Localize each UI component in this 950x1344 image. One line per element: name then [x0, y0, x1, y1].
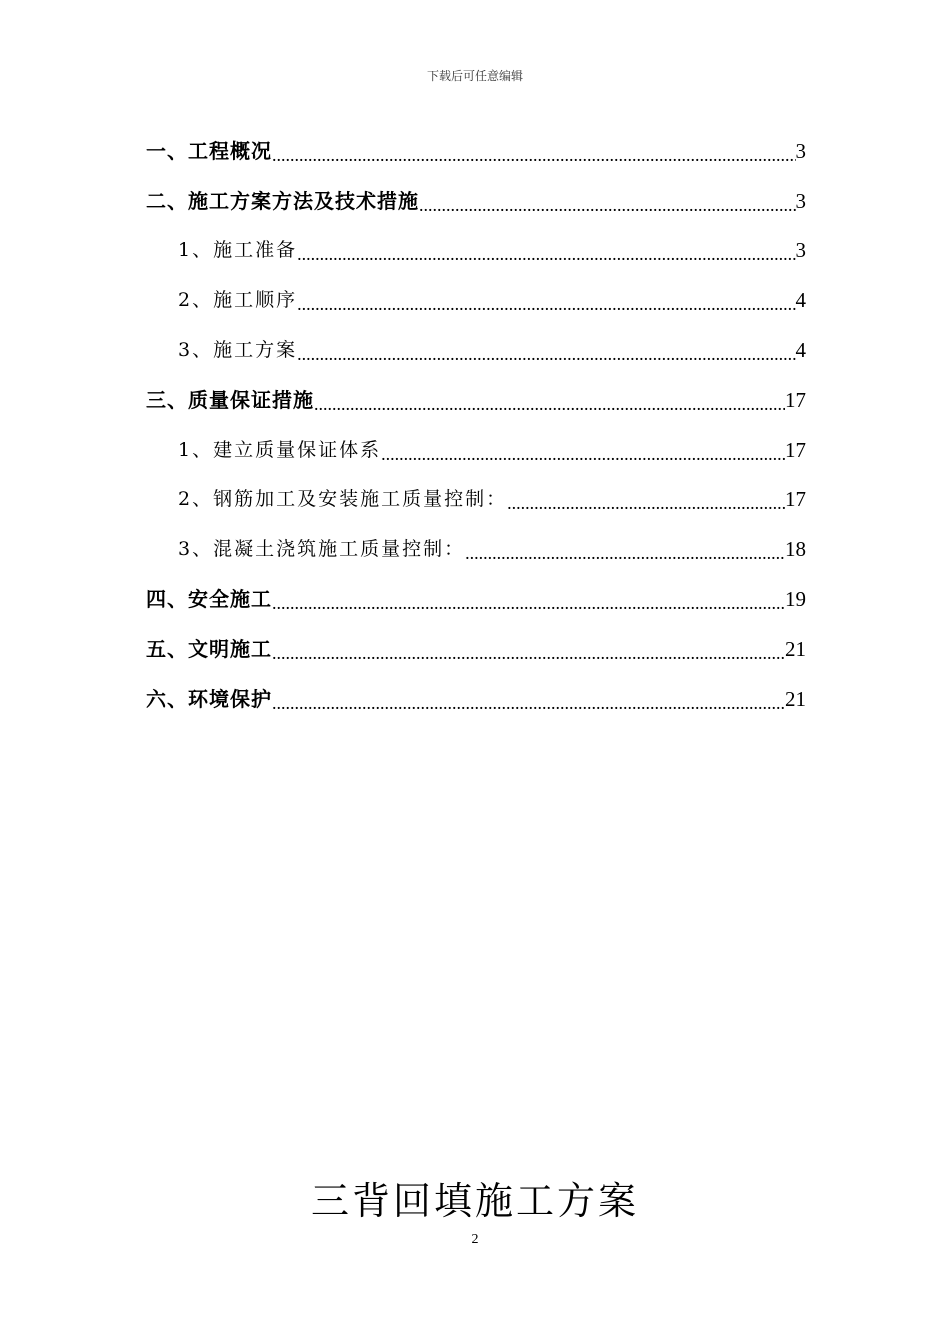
document-title: 三背回填施工方案 — [310, 1179, 639, 1223]
toc-leader — [272, 685, 785, 713]
toc-entry[interactable] — [146, 685, 806, 713]
toc-entry-label: 六、环境保护 — [146, 687, 272, 711]
page-header: 下载后可任意编辑 — [426, 69, 523, 83]
toc-leader — [297, 336, 795, 364]
page-number: 2 — [471, 1232, 479, 1247]
toc-entry-label: 五、文明施工 — [146, 637, 272, 661]
toc-entry-page: 4 — [795, 338, 806, 362]
toc-entry-label: 三、质量保证措施 — [146, 388, 314, 412]
toc-entry-page: 21 — [785, 687, 806, 711]
toc-entry[interactable] — [146, 585, 806, 613]
toc-entry-page: 19 — [785, 587, 806, 611]
toc-leader — [419, 187, 796, 215]
toc-entry-page: 3 — [795, 139, 806, 163]
toc-entry[interactable] — [178, 436, 806, 464]
toc-entry[interactable] — [146, 386, 806, 414]
toc-leader — [297, 236, 795, 264]
toc-entry-label: 一、工程概况 — [146, 139, 272, 163]
toc-entry-page: 17 — [785, 388, 806, 412]
toc-entry[interactable] — [146, 137, 806, 165]
toc-entry[interactable] — [178, 336, 806, 364]
toc-entry-label: 1、施工准备 — [178, 239, 298, 261]
toc-entry-page: 17 — [785, 438, 806, 462]
toc-entry-label: 3、混凝土浇筑施工质量控制： — [178, 538, 466, 560]
toc-entry-label: 2、钢筋加工及安装施工质量控制： — [178, 488, 508, 510]
toc-entry-page: 18 — [785, 537, 806, 561]
toc-entry[interactable] — [178, 535, 806, 563]
toc-entry-page: 3 — [795, 189, 806, 213]
toc-leader — [272, 137, 796, 165]
toc-entry-page: 3 — [795, 238, 806, 262]
toc-entry-label: 二、施工方案方法及技术措施 — [146, 189, 419, 213]
toc-entry[interactable] — [178, 236, 806, 264]
toc-leader — [381, 436, 785, 464]
toc-entry[interactable] — [178, 286, 806, 314]
toc-entry-label: 3、施工方案 — [178, 339, 298, 361]
toc-leader — [272, 585, 785, 613]
toc-entry-label: 2、施工顺序 — [178, 289, 298, 311]
toc-entry-page: 17 — [785, 487, 806, 511]
toc-entry[interactable] — [146, 635, 806, 663]
toc-leader — [465, 535, 785, 563]
toc-entry-label: 四、安全施工 — [146, 587, 272, 611]
toc-leader — [297, 286, 795, 314]
toc-entry-page: 4 — [795, 288, 806, 312]
toc-leader — [507, 485, 785, 513]
toc-entry-page: 21 — [785, 637, 806, 661]
toc-entry[interactable] — [146, 187, 806, 215]
toc-entry-label: 1、建立质量保证体系 — [178, 439, 382, 461]
toc-entry[interactable] — [178, 485, 806, 513]
toc-leader — [272, 635, 785, 663]
toc-leader — [314, 386, 785, 414]
